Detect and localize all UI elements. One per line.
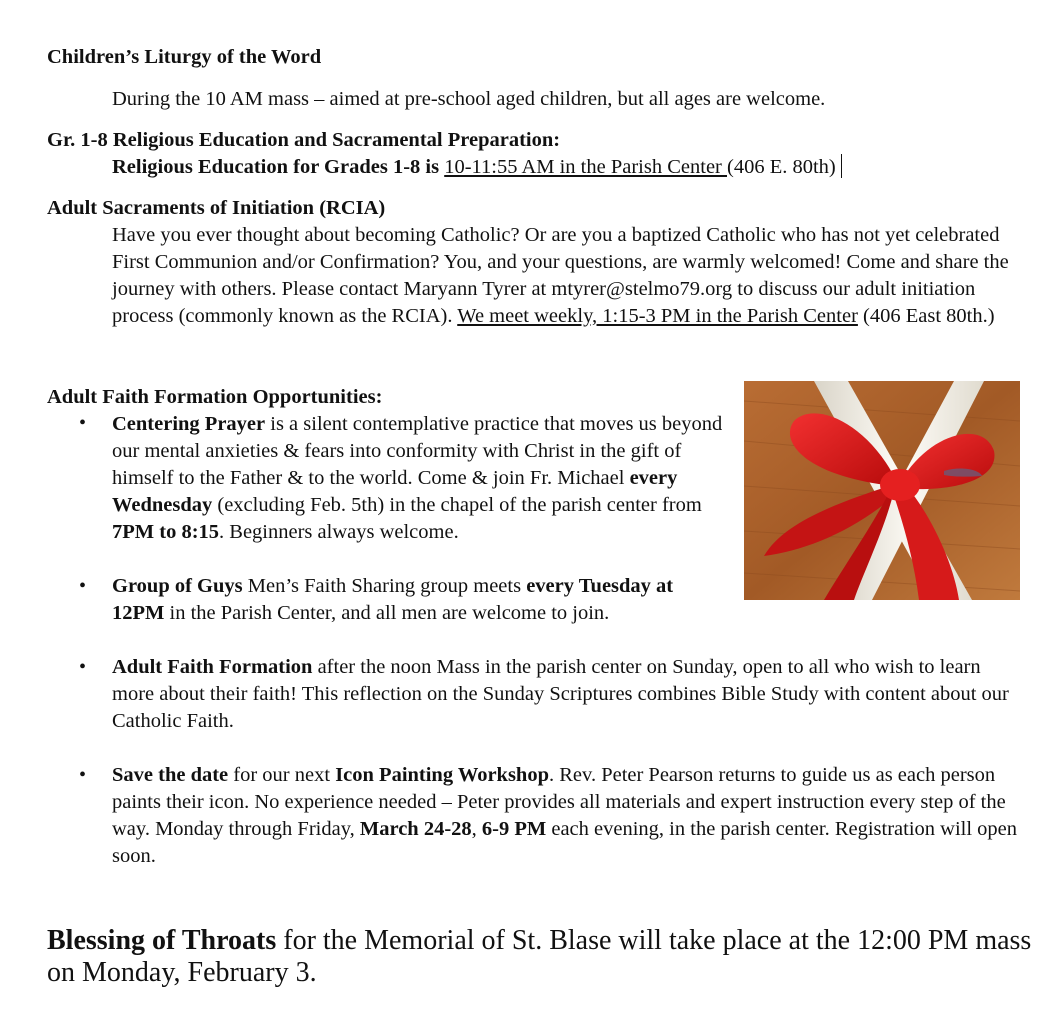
adult-faith-formation-title: Adult Faith Formation [112,656,313,678]
group-of-guys-text: Men’s Faith Sharing group meets [242,575,527,597]
adult-faith-formation-text: after the noon Mass in the parish center on Sunday, open to all who wish to learn more about their faith! This reflection on the Sunday Scriptures combines Bible Study with content about our Catholic Faith. [112,656,1009,732]
bullet-centering-prayer: • [79,412,87,434]
blessing-of-throats [47,925,1037,989]
rcia-text: Have you ever thought about becoming Catholic? Or are you a baptized Catholic who has not yet celebrated First Communion and/or Confirmation? You, and your questions, are warmly welcomed! Come and share the journey with others. Please contact Maryann Tyrer at mtyrer@stelmo79.org to discuss our adult initiation process (commonly known as the RCIA). [112,224,1009,327]
centering-prayer-text-3: . Beginners always welcome. [219,521,459,543]
religious-ed-heading: Gr. 1-8 Religious Education and Sacramental Preparation: [47,129,561,151]
bullet-save-the-date: • [79,764,87,786]
group-of-guys-time: every Tuesday at 12PM [112,575,674,624]
bullet-group-of-guys: • [79,575,87,597]
childrens-liturgy-text: During the 10 AM mass – aimed at pre-school aged children, but all ages are welcome. [112,88,826,110]
adult-faith-heading: Adult Faith Formation Opportunities: [47,386,383,408]
bullet-adult-faith-formation: • [79,656,87,678]
icon-workshop-title: Icon Painting Workshop [335,764,549,786]
list-item-save-the-date [112,762,1027,870]
candles-ribbon-image [744,381,1020,600]
rcia-paragraph [112,222,1022,330]
centering-prayer-text: is a silent contemplative practice that moves us beyond our mental anxieties & fears into conformity with Christ in the gift of himself to the Father & to the world. Come & join Fr. Michael [112,413,723,489]
save-the-date-comma: , [471,818,482,840]
centering-prayer-title: Centering Prayer [112,413,266,435]
centering-prayer-day: every Wednesday [112,467,678,516]
save-the-date-text-2: . Rev. Peter Pearson returns to guide us as each person paints their icon. No experience needed – Peter provides all materials and expert instruction every step of the way. Monday through Friday, [112,764,1006,840]
save-the-date-title: Save the date [112,764,229,786]
religious-ed-time-link: 10-11:55 AM in the Parish Center [444,156,727,178]
religious-ed-line [112,154,842,181]
rcia-address: (406 East 80th.) [857,305,995,327]
list-item-adult-faith-formation [112,654,1027,735]
list-item-group-of-guys [112,573,722,627]
blessing-title: Blessing of Throats [47,925,277,956]
blessing-text: for the Memorial of St. Blase will take place at the 12:00 PM mass on Monday, February 3. [47,925,1032,988]
childrens-liturgy-heading: Children’s Liturgy of the Word [47,46,322,68]
centering-prayer-time: 7PM to 8:15 [112,521,220,543]
centering-prayer-text-2: (excluding Feb. 5th) in the chapel of the parish center from [212,494,702,516]
religious-ed-address: (406 E. 80th) [727,156,836,178]
rcia-heading: Adult Sacraments of Initiation (RCIA) [47,197,386,219]
workshop-dates: March 24-28 [359,818,472,840]
group-of-guys-title: Group of Guys [112,575,243,597]
save-the-date-text: for our next [228,764,336,786]
list-item-centering-prayer [112,411,727,546]
workshop-time: 6-9 PM [481,818,547,840]
candles-ribbon-photo [744,381,1020,600]
save-the-date-text-3: each evening, in the parish center. Registration will open soon. [112,818,1018,867]
rcia-meeting-time: We meet weekly, 1:15-3 PM in the Parish Center [457,305,858,327]
religious-ed-bold-lead: Religious Education for Grades 1-8 is [112,156,445,178]
group-of-guys-text-2: in the Parish Center, and all men are welcome to join. [164,602,610,624]
text-cursor [841,154,842,178]
